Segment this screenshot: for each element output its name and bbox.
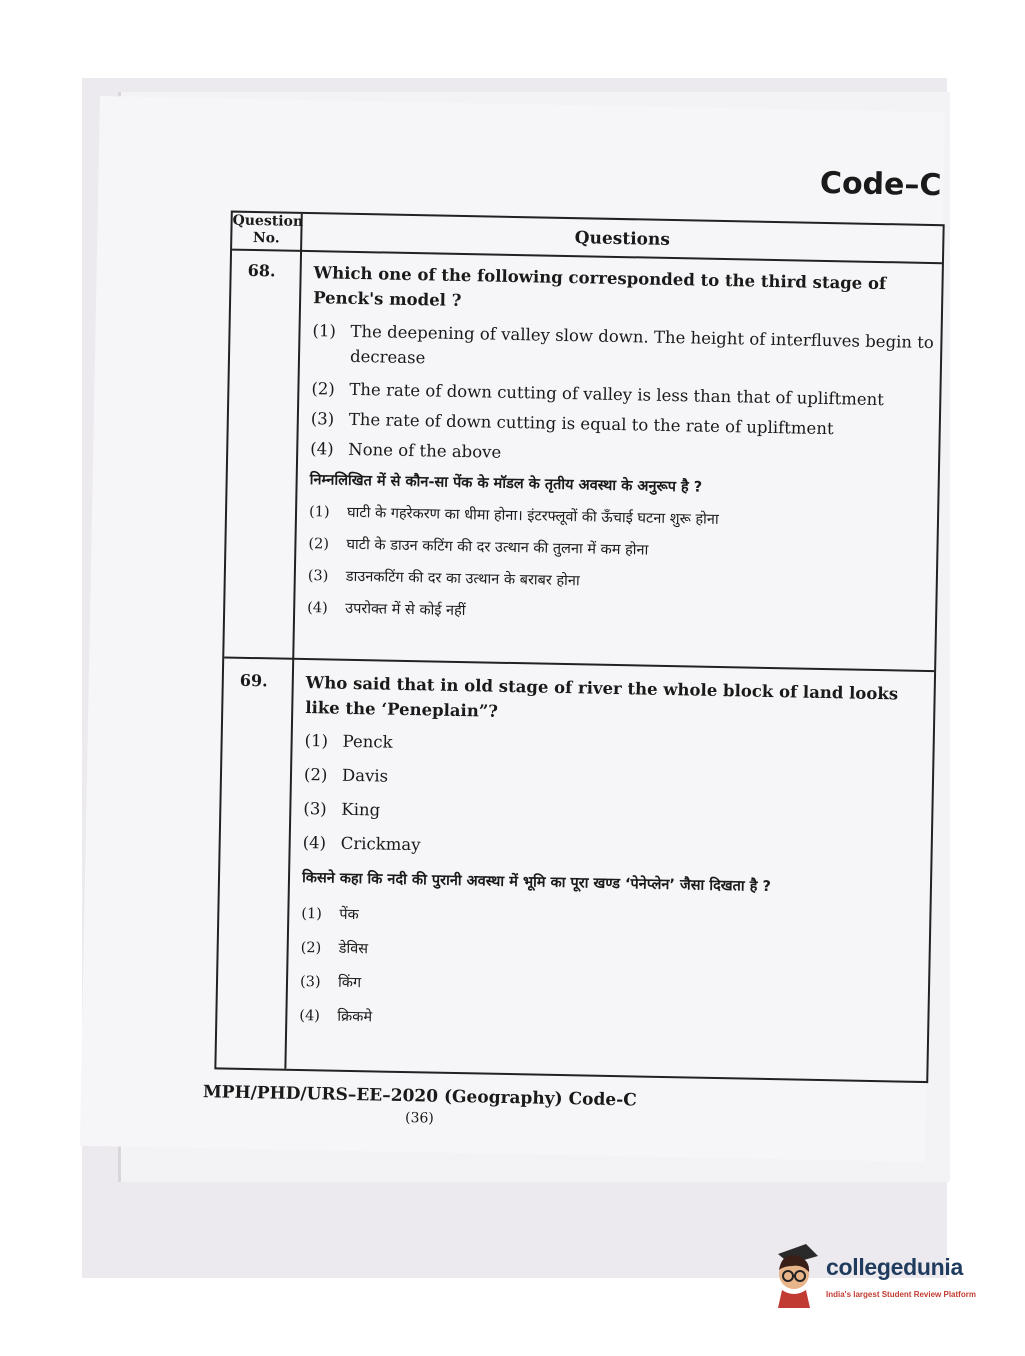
option-text: क्रिकमे bbox=[337, 1008, 373, 1026]
option-text: घाटी के डाउन कटिंग की दर उत्थान की तुलना में कम होना bbox=[346, 536, 649, 559]
exam-page bbox=[80, 96, 945, 1162]
header-questions: Questions bbox=[302, 214, 943, 264]
option-number: (1) bbox=[312, 321, 337, 341]
question-text-en: Who said that in old stage of river the whole block of land looks like the ‘Peneplain”? bbox=[305, 673, 899, 721]
option-number: (2) bbox=[308, 536, 330, 553]
option-hi bbox=[301, 902, 925, 938]
option bbox=[302, 830, 926, 867]
option-text: None of the above bbox=[348, 439, 502, 462]
page-number: (36) bbox=[404, 1110, 434, 1127]
option bbox=[303, 796, 927, 833]
collegedunia-logo bbox=[768, 1242, 1000, 1312]
question-number: 69. bbox=[239, 670, 268, 691]
option-number: (3) bbox=[310, 409, 335, 429]
code-label: Code–C bbox=[819, 165, 942, 204]
option-hi bbox=[308, 532, 932, 568]
footer-title: MPH/PHD/URS–EE–2020 (Geography) Code-C bbox=[202, 1082, 637, 1111]
question-text-hi: किसने कहा कि नदी की पुरानी अवस्था में भूमि का पूरा खण्ड ‘पेनेप्लेन’ जैसा दिखता है ? bbox=[301, 870, 771, 896]
option-hi bbox=[308, 564, 932, 600]
option-text: डाउनकटिंग की दर का उत्थान के बराबर होना bbox=[345, 568, 580, 590]
option-number: (2) bbox=[303, 765, 328, 785]
mascot-icon bbox=[768, 1242, 820, 1308]
option-number: (4) bbox=[310, 439, 334, 459]
option-hi bbox=[300, 970, 924, 1006]
option-text: पेंक bbox=[339, 906, 359, 924]
question-number: 68. bbox=[247, 260, 276, 281]
option-number: (3) bbox=[303, 799, 327, 819]
option-number: (4) bbox=[299, 1007, 321, 1025]
option-text: The rate of down cutting is equal to the rate of upliftment bbox=[348, 409, 834, 439]
header-question-no: Question No. bbox=[232, 213, 303, 252]
option bbox=[304, 762, 928, 799]
option-hi bbox=[307, 596, 931, 632]
option-hi bbox=[309, 500, 933, 536]
option-text: Crickmay bbox=[340, 833, 421, 855]
question-text-hi: निम्नलिखित में से कौन-सा पेंक के मॉडल के तृतीय अवस्था के अनुरूप है ? bbox=[309, 472, 703, 496]
option-text: Penck bbox=[342, 731, 393, 752]
option-number: (1) bbox=[308, 504, 330, 521]
option bbox=[304, 728, 928, 765]
option-number: (2) bbox=[300, 940, 322, 957]
option-number: (2) bbox=[311, 379, 335, 399]
option bbox=[310, 436, 934, 473]
option-text: Davis bbox=[341, 765, 389, 786]
option-number: (3) bbox=[299, 974, 321, 991]
option-text: King bbox=[341, 799, 381, 820]
option-number: (1) bbox=[301, 906, 323, 923]
option-text: किंग bbox=[337, 974, 362, 992]
logo-wordmark: collegedunia bbox=[826, 1254, 963, 1280]
option-number: (4) bbox=[307, 600, 328, 617]
option-text: उपरोक्त में से कोई नहीं bbox=[345, 600, 466, 620]
option-hi bbox=[299, 1004, 923, 1040]
option-text: The rate of down cutting of valley is less than that of upliftment bbox=[349, 379, 885, 410]
option-number: (1) bbox=[304, 731, 329, 751]
option-text: घाटी के गहरेकरण का धीमा होना। इंटरफ्लूवों की ऊँचाई घटना शुरू होना bbox=[346, 504, 719, 528]
question-text-en: Which one of the following corresponded to the third stage of Penck's model ? bbox=[312, 263, 887, 310]
option-hi bbox=[300, 936, 924, 972]
logo-tagline: India's largest Student Review Platform bbox=[826, 1290, 976, 1299]
option-text: The deepening of valley slow down. The height of interfluves begin to decrease bbox=[349, 321, 934, 368]
option-number: (3) bbox=[307, 568, 329, 585]
option-text: डेविस bbox=[338, 940, 369, 958]
option-number: (4) bbox=[302, 833, 327, 853]
question-table bbox=[214, 211, 944, 1084]
option bbox=[312, 318, 937, 380]
